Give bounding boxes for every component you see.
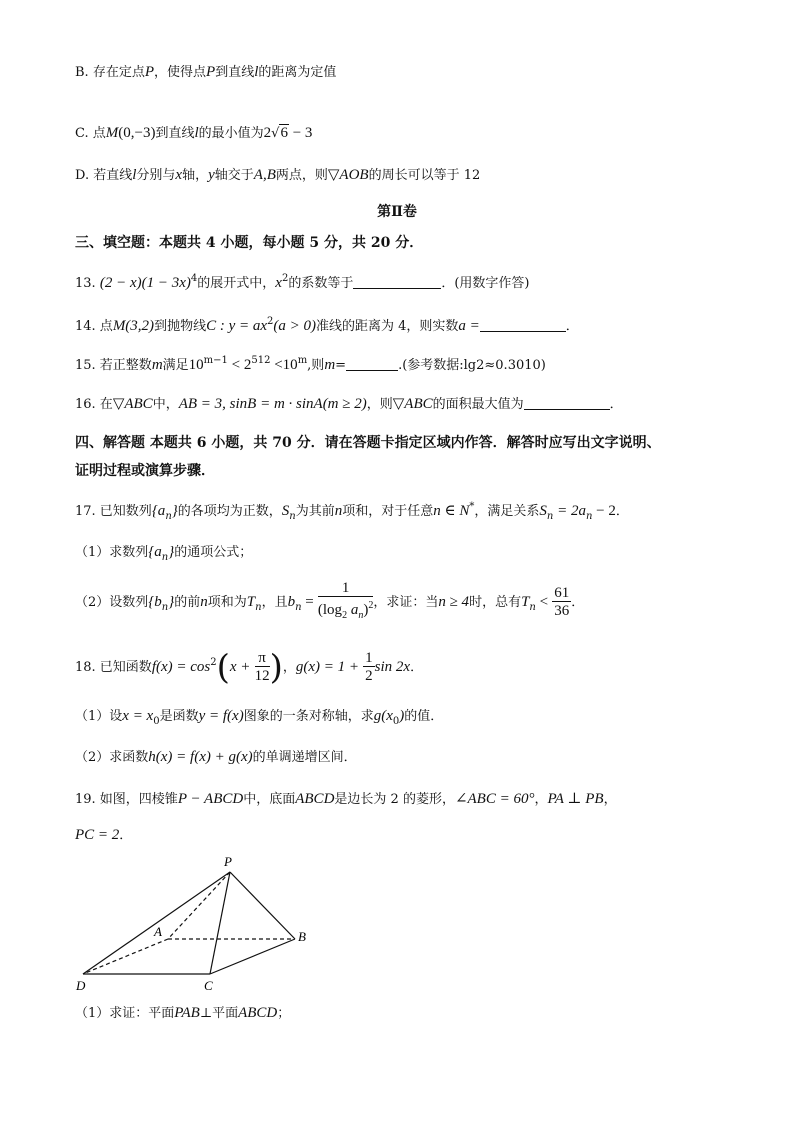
sqrt-symbol: √	[271, 126, 280, 141]
answer-blank[interactable]	[346, 358, 398, 371]
question-15: 15. 若正整数m满足$10^{m-1} < 2^{512} <10^m$,则m= .(参考数据:lg2≈0.3010)	[75, 355, 546, 373]
fraction-half: $\frac{1}{2}$	[365, 650, 373, 684]
edge-cb	[210, 939, 295, 974]
fraction-61-36: $\frac{61}{36}$	[554, 585, 570, 619]
left-paren: (	[216, 647, 230, 688]
question-17-part-1: （1）求数列$\{a_n\}$的通项公式；	[75, 544, 253, 563]
edge-pb	[230, 872, 295, 939]
edge-pd	[83, 872, 230, 974]
answer-blank[interactable]	[480, 319, 566, 332]
question-14: 14. 点M(3,2)到抛物线C : $y = ax^2(a > 0)$准线的距离为 4，则实数a = ．	[75, 316, 579, 334]
section-title: 第Ⅱ卷	[377, 204, 417, 220]
edge-pa-hidden	[168, 872, 230, 939]
question-18: 18. 已知函数$f(x) = \cos^2(x$ + $\frac{\pi}{12}$ )，g(x) = 1 + $\frac{1}{2}$ sin 2x．	[75, 647, 424, 688]
question-18-part-1: （1）设$x = x_0$是函数y = f(x)图象的一条对称轴，求$g(x_0)$的值．	[75, 708, 444, 727]
label-a: A	[154, 924, 162, 939]
option-b: B. 存在定点P，使得点P到直线l的距离为定值	[75, 64, 337, 80]
label-c: C	[204, 978, 213, 993]
answer-blank[interactable]	[353, 276, 441, 289]
option-c: C. 点M(0,−3)到直线l的最小值为2√6 − 3	[75, 125, 313, 141]
question-19: 19. 如图，四棱锥P − ABCD中，底面ABCD是边长为 2 的菱形，∠ABC = 60°，PA ⊥ PB，	[75, 791, 617, 807]
fraction-pi-12: $\frac{\pi}{12}$	[254, 650, 270, 684]
edge-pc	[210, 872, 230, 974]
question-19-line-2: PC = 2．	[75, 827, 133, 843]
answer-blank[interactable]	[524, 397, 610, 410]
question-16: 16. 在▽ABC中，AB = 3, sinB = m · sinA(m ≥ 2)，则▽ABC的面积最大值为 ．	[75, 396, 623, 412]
question-18-part-2: （2）求函数h(x) = f(x) + g(x)的单调递增区间．	[75, 749, 357, 765]
option-d: D. 若直线l分别与x轴，y轴交于A,B两点，则▽AOB的周长可以等于 12	[75, 167, 481, 183]
label-b: B	[298, 929, 306, 944]
question-19-part-1: （1）求证：平面PAB⊥平面ABCD；	[75, 1005, 291, 1021]
label-d: D	[76, 978, 86, 993]
part3-heading: 三、填空题：本题共 4 小题，每小题 5 分，共 20 分．	[75, 235, 424, 251]
fraction-bn: $\frac{1}{(\log_2 a_n)^2}$	[317, 580, 374, 621]
label-p: P	[224, 854, 232, 869]
question-17-part-2: （2）设数列$\{b_n\}$的前n项和为$T_n$，且$b_n$ = $\frac{1}{(\log_2 a_n)^2}$ ，求证：当n ≥ 4时，总有$T_n$ < $\frac{61}{36}$ ．	[75, 580, 584, 628]
question-13: 13. $(2 - x)(1 - 3x)^4$的展开式中，$x^2$的系数等于 ．(用数字作答)	[75, 273, 530, 291]
right-paren: )	[269, 647, 283, 688]
part4-heading-line2: 证明过程或演算步骤．	[75, 463, 215, 479]
pyramid-figure	[70, 850, 330, 1000]
part4-heading-line1: 四、解答题 本题共 6 小题，共 70 分．请在答题卡指定区域内作答．解答时应写出文字说明、	[75, 435, 661, 451]
question-17: 17. 已知数列$\{a_n\}$的各项均为正数，$S_n$为其前n项和，对于任意n ∈ N*，满足关系$S_n = 2a_n - 2$．	[75, 501, 629, 522]
